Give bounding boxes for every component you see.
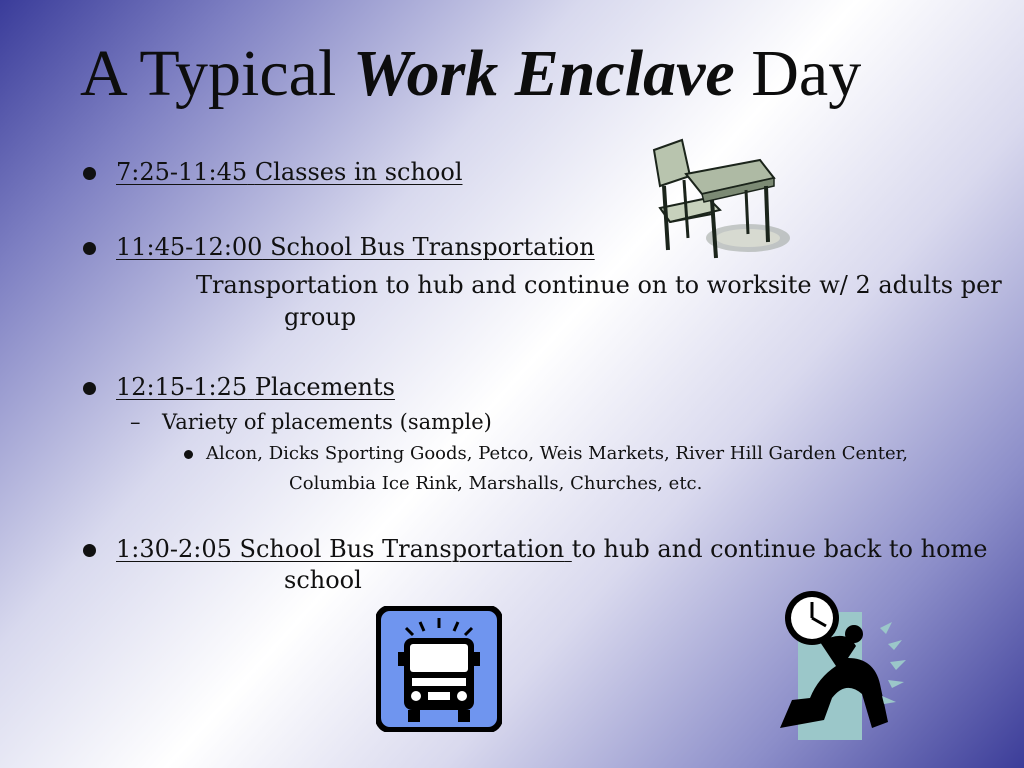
bullet-2-detail-line-2: group — [284, 303, 357, 331]
school-bus-icon — [376, 606, 502, 732]
bullet-3-subsub-line-2: Columbia Ice Rink, Marshalls, Churches, etc. — [289, 473, 703, 494]
bullet-2-detail-line-1: Transportation to hub and continue on to worksite w/ 2 adults per — [196, 271, 1002, 299]
title-part-1: A Typical — [80, 37, 337, 110]
bullet-3-subsub-dot — [184, 450, 193, 459]
bullet-1-dot — [83, 167, 96, 180]
bullet-4-underlined — [116, 535, 572, 563]
bullet-4-time: 1:30-2:05 — [116, 535, 232, 563]
slide-title — [80, 34, 861, 114]
bullet-2-time: 11:45-12:00 — [116, 233, 263, 261]
bullet-4-dot — [83, 544, 96, 557]
bullet-3 — [116, 372, 395, 402]
bullet-2-label: School Bus Transportation — [270, 233, 595, 261]
bullet-3-sub: Variety of placements (sample) — [162, 410, 492, 434]
bullet-1-time: 7:25-11:45 — [116, 158, 248, 186]
bullet-2 — [116, 232, 595, 262]
bullet-3-time: 12:15-1:25 — [116, 373, 248, 401]
bullet-3-dot — [83, 382, 96, 395]
bullet-4 — [116, 534, 987, 564]
bullet-4-label: School Bus Transportation — [239, 535, 565, 563]
bullet-3-subsub-line-1: Alcon, Dicks Sporting Goods, Petco, Weis Markets, River Hill Garden Center, — [206, 443, 909, 464]
bullet-4-rest-line-2: school — [284, 566, 362, 594]
bullet-3-label: Placements — [254, 373, 395, 401]
bullet-1-label: Classes in school — [254, 158, 463, 186]
bullet-1 — [116, 157, 463, 187]
title-part-2: Work Enclave — [352, 37, 735, 110]
bullet-2-dot — [83, 242, 96, 255]
sub-dash: – — [130, 410, 141, 434]
title-part-3: Day — [751, 37, 862, 110]
school-desk-icon — [648, 138, 798, 263]
runner-clock-icon — [776, 588, 914, 744]
bullet-4-rest-line-1: to hub and continue back to home — [571, 535, 988, 563]
